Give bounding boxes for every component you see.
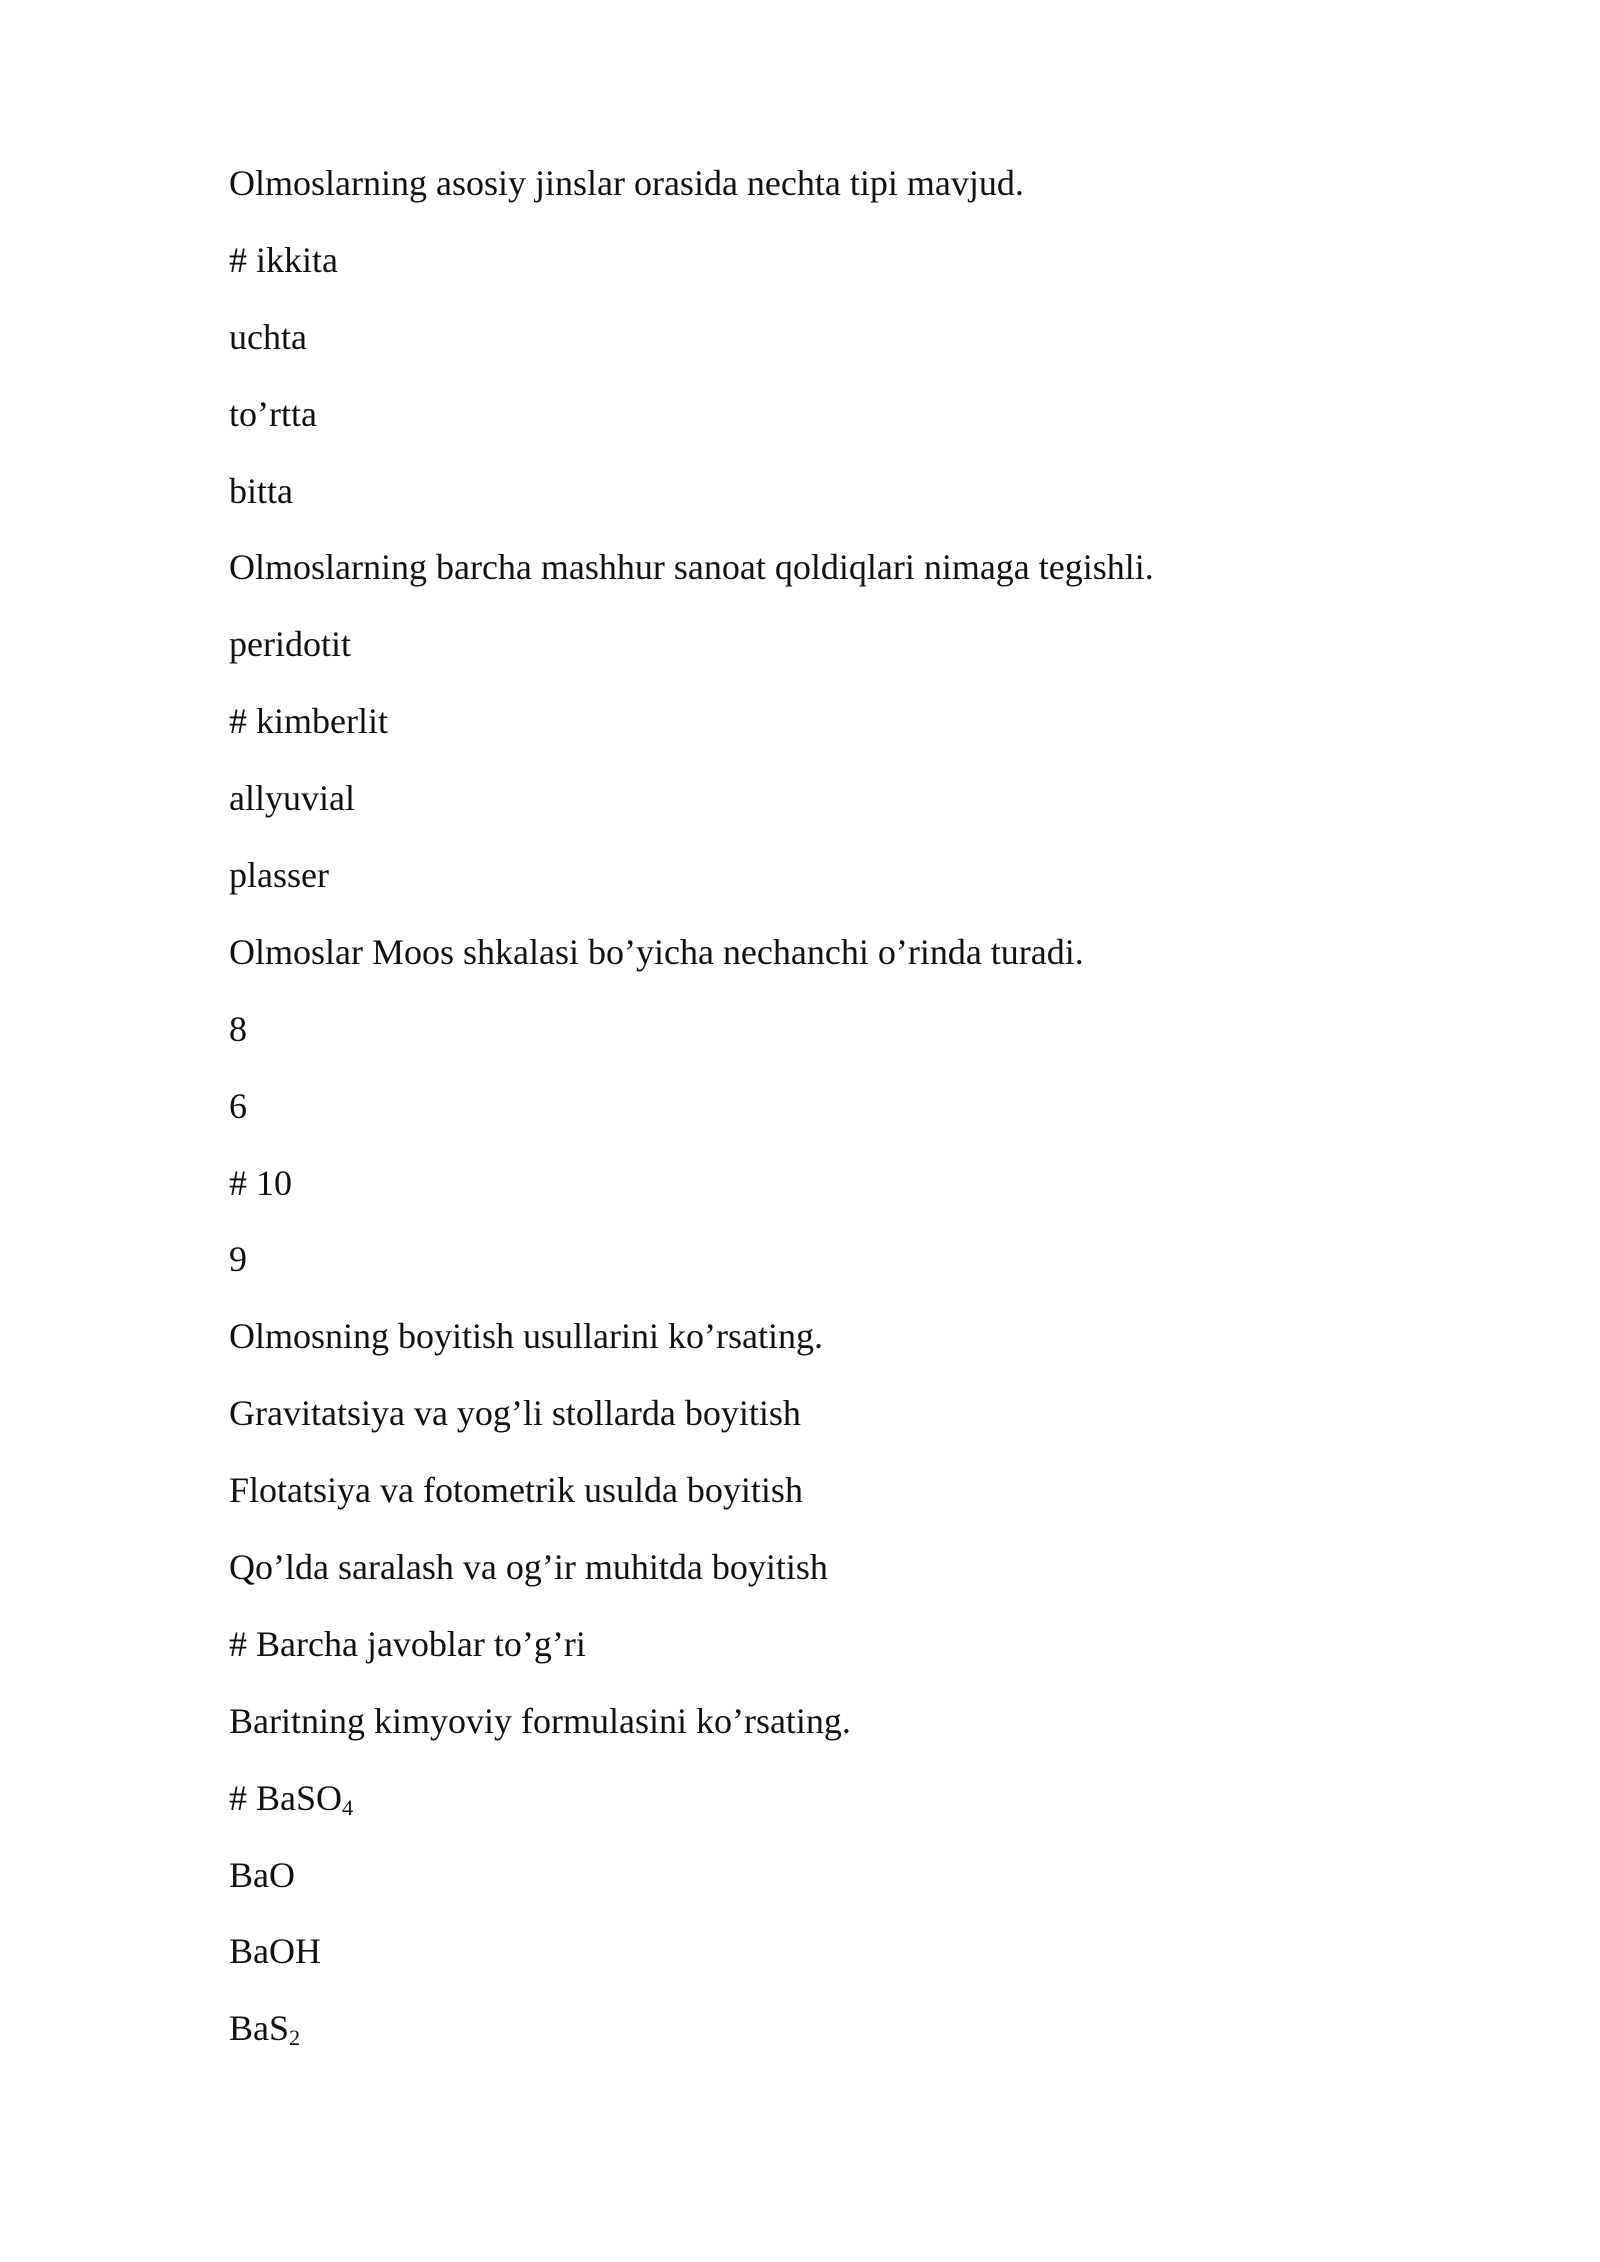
answer-line: [229, 606, 1154, 683]
answer-line: [229, 376, 1154, 453]
line-text: # ikkita: [229, 239, 338, 280]
line-text: 8: [229, 1008, 247, 1049]
line-text: Qo’lda saralash va og’ir muhitda boyitish: [229, 1547, 828, 1588]
line-text: # kimberlit: [229, 701, 388, 742]
line-text: Olmoslar Moos shkalasi bo’yicha nechanchi o’rinda turadi.: [229, 931, 1084, 972]
line-text: uchta: [229, 316, 307, 357]
formula-subscript: 4: [342, 1794, 354, 1820]
correct-answer-line: [229, 1606, 1154, 1683]
line-text: Olmoslarning barcha mashhur sanoat qoldiqlari nimaga tegishli.: [229, 547, 1154, 588]
answer-line: [229, 991, 1154, 1068]
line-text: bitta: [229, 470, 293, 511]
line-text: # 10: [229, 1162, 292, 1203]
answer-line: [229, 453, 1154, 530]
answer-line: [229, 1221, 1154, 1298]
answer-line: [229, 1529, 1154, 1606]
line-text: BaS: [229, 2008, 290, 2049]
correct-answer-line: [229, 683, 1154, 760]
question-line: [229, 529, 1154, 606]
answer-line: [229, 1452, 1154, 1529]
answer-line: [229, 1375, 1154, 1452]
formula-subscript: 2: [289, 2025, 301, 2051]
answer-line: [229, 760, 1154, 837]
correct-answer-line: [229, 1760, 1154, 1837]
line-text: Olmoslarning asosiy jinslar orasida nechta tipi mavjud.: [229, 163, 1024, 203]
correct-answer-line: [229, 222, 1154, 299]
question-line: [229, 1298, 1154, 1375]
answer-line: [229, 837, 1154, 914]
answer-line: [229, 299, 1154, 376]
answer-line: [229, 1913, 1154, 1990]
question-list: [229, 145, 1154, 2067]
correct-answer-line: [229, 1145, 1154, 1222]
line-text: # BaSO: [229, 1777, 343, 1818]
line-text: BaO: [229, 1854, 295, 1895]
line-text: allyuvial: [229, 778, 355, 819]
line-text: BaOH: [229, 1931, 321, 1972]
line-text: 6: [229, 1085, 247, 1126]
line-text: Olmosning boyitish usullarini ko’rsating.: [229, 1316, 823, 1357]
line-text: # Barcha javoblar to’g’ri: [229, 1623, 586, 1664]
answer-line: [229, 1990, 1154, 2067]
line-text: plasser: [229, 855, 329, 896]
answer-line: [229, 1068, 1154, 1145]
line-text: 9: [229, 1239, 247, 1280]
line-text: to’rtta: [229, 393, 317, 434]
answer-line: [229, 1837, 1154, 1914]
line-text: Flotatsiya va fotometrik usulda boyitish: [229, 1470, 803, 1511]
question-line: [229, 1683, 1154, 1760]
line-text: peridotit: [229, 624, 351, 665]
line-text: Baritning kimyoviy formulasini ko’rsating.: [229, 1700, 851, 1741]
question-line: [229, 145, 1154, 222]
question-line: [229, 914, 1154, 991]
line-text: Gravitatsiya va yog’li stollarda boyitish: [229, 1393, 801, 1434]
